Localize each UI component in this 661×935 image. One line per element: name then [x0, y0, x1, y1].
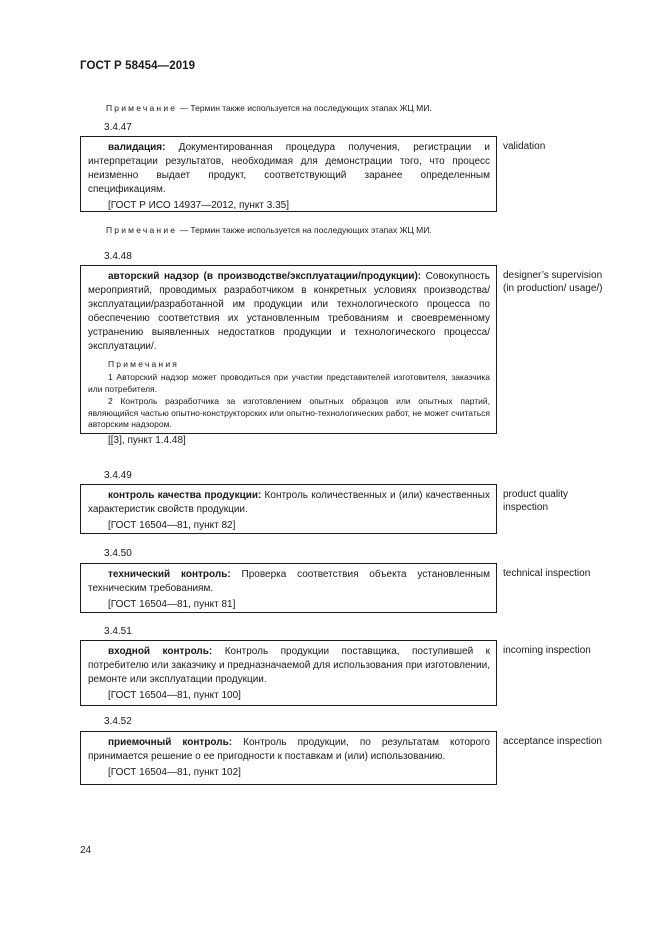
definition-text: Контроль количественных и (или) качественных характеристик свойств продукции. — [88, 490, 490, 515]
definition — [88, 736, 490, 764]
term-box-designers-supervision — [80, 265, 497, 446]
term-box-incoming-inspection — [80, 640, 497, 706]
term-box-technical-inspection — [80, 563, 497, 613]
source-reference: [ГОСТ 16504—81, пункт 81] — [108, 599, 236, 610]
source-reference: [ГОСТ Р ИСО 14937—2012, пункт 3.35] — [108, 200, 290, 211]
english-term: incoming inspection — [503, 645, 591, 656]
entry-number: 3.4.47 — [104, 122, 132, 133]
notes-title: Примечания — [108, 359, 180, 369]
note-label: Примечание — [106, 103, 178, 113]
definition-text: Совокупность мероприятий, проводимых разработчиком в конкретных условиях производства/эксплуатации/разработанной им продукции или технологического процесса по обеспечению соответствия их установленным требованиям и своевременному устранению выявленных недостатков продукции и технологического процесса/эксплуатации/. — [88, 271, 490, 352]
term-box-acceptance-inspection — [80, 731, 497, 785]
note-middle — [106, 225, 432, 235]
note-item: 1 Авторский надзор может проводиться при участии представителей изготовителя, заказчика или потребителя. — [88, 372, 490, 394]
definition — [88, 568, 490, 596]
entry-number: 3.4.50 — [104, 548, 132, 559]
term-box-product-quality-inspection — [80, 484, 497, 534]
entry-number: 3.4.48 — [104, 251, 132, 262]
definition-text: Документированная процедура получения, регистрации и интерпретации результатов, необходимая для демонстрации того, что процесс неизменно выдает продукт, соответствующий заранее определенным спецификациям. — [88, 142, 490, 195]
term: контроль качества продукции: — [108, 490, 262, 501]
source-reference: [ГОСТ 16504—81, пункт 82] — [108, 520, 236, 531]
english-term: designer’s supervision (in production/ usage/) — [503, 270, 603, 294]
definition-text: Проверка соответствия объекта установленным техническим требованиям. — [88, 569, 490, 594]
term: технический контроль: — [108, 569, 231, 580]
term: приемочный контроль: — [108, 737, 233, 748]
definition — [88, 645, 490, 687]
document-code: ГОСТ Р 58454—2019 — [80, 60, 196, 72]
definition-text: Контроль продукции, по результатам которого принимается решение о ее пригодности к поставкам и (или) использованию. — [88, 737, 490, 762]
note-top — [106, 103, 432, 113]
english-term: product quality inspection — [503, 489, 569, 513]
entry-number: 3.4.49 — [104, 470, 132, 481]
english-term: acceptance inspection — [503, 736, 602, 747]
term-box-validation — [80, 136, 497, 212]
definition — [88, 270, 490, 354]
term: входной контроль: — [108, 646, 213, 657]
entry-number: 3.4.52 — [104, 716, 132, 727]
note-label: Примечание — [106, 225, 178, 235]
note-text: — Термин также используется на последующих этапах ЖЦ МИ. — [177, 225, 432, 235]
english-term: technical inspection — [503, 568, 591, 579]
english-term: validation — [503, 141, 546, 152]
definition-text: Контроль продукции поставщика, поступившей к потребителю или заказчику и предназначаемой для использования при изготовлении, ремонте или эксплуатации продукции. — [88, 646, 491, 685]
definition — [88, 489, 490, 517]
term: авторский надзор (в производстве/эксплуатации/продукции): — [108, 271, 422, 282]
note-item: 2 Контроль разработчика за изготовлением опытных образцов или опытных партий, являющийся частью опытно-конструкторских или опытно-технологических работ, не может считаться авторским надзором. — [88, 396, 490, 429]
page-number: 24 — [80, 845, 92, 856]
note-text: — Термин также используется на последующих этапах ЖЦ МИ. — [177, 103, 432, 113]
source-reference: [ГОСТ 16504—81, пункт 102] — [108, 767, 241, 778]
source-reference: [ГОСТ 16504—81, пункт 100] — [108, 690, 241, 701]
term: валидация: — [108, 142, 166, 153]
source-reference: [[3], пункт 1.4.48] — [108, 434, 186, 446]
entry-number: 3.4.51 — [104, 626, 132, 637]
definition — [88, 141, 490, 197]
